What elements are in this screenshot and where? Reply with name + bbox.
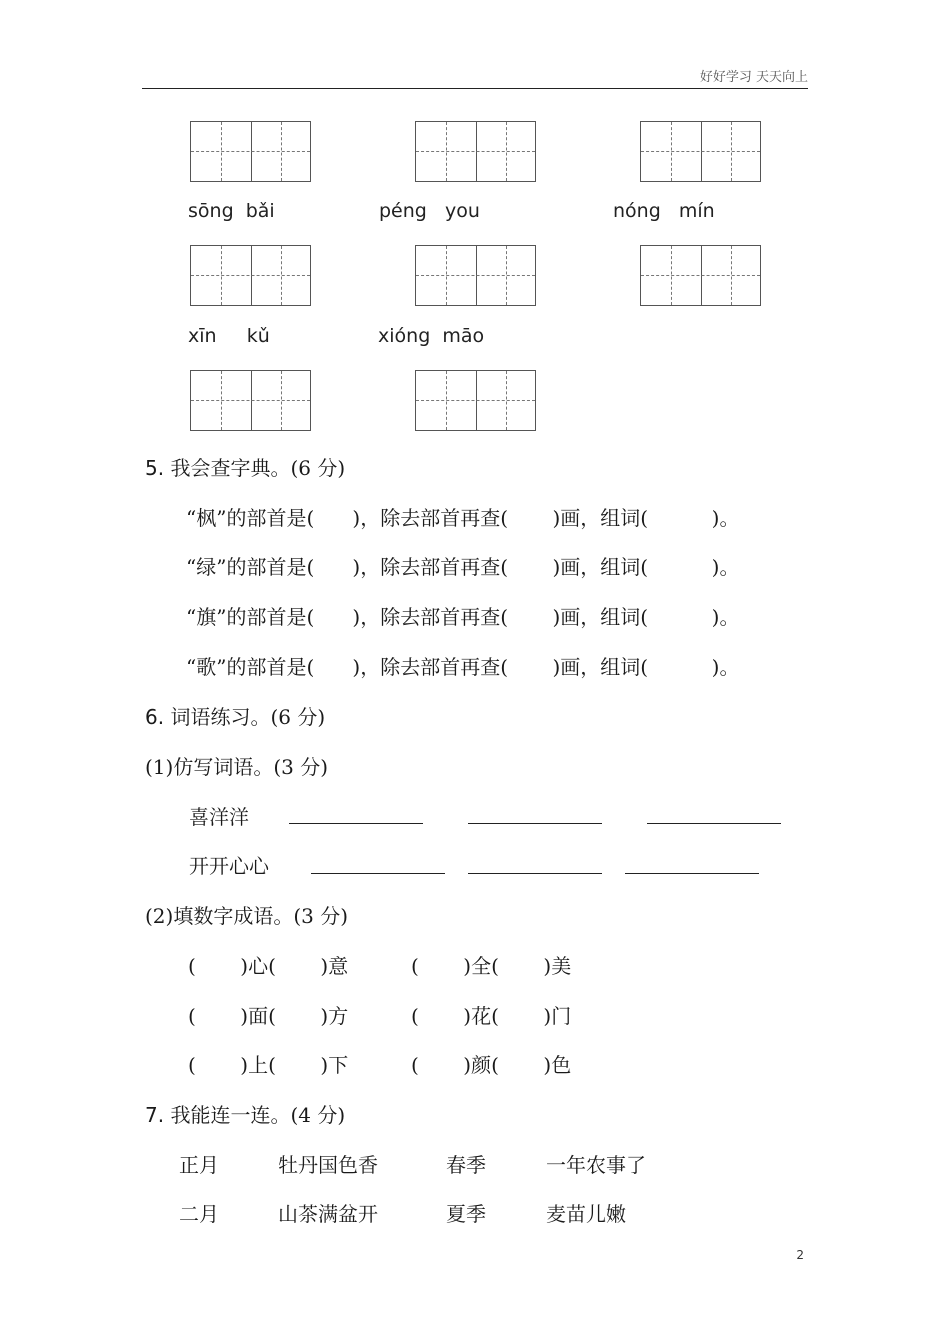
idiom-fill: ( )全( )美 <box>411 954 572 978</box>
writing-grid[interactable] <box>190 121 311 182</box>
answer-blank[interactable] <box>468 873 602 874</box>
match-item[interactable]: 麦苗儿嫩 <box>546 1202 626 1226</box>
pinyin-label: xīn kǔ <box>188 325 270 347</box>
answer-blank[interactable] <box>468 823 602 824</box>
dictionary-line: “绿”的部首是( )，除去部首再查( )画，组词( )。 <box>186 555 740 579</box>
header-divider <box>142 88 808 89</box>
pinyin-label: xióng māo <box>378 325 485 347</box>
idiom-fill: ( )颜( )色 <box>411 1053 572 1077</box>
match-item[interactable]: 正月 <box>179 1153 219 1177</box>
page-header: 好好学习 天天向上 <box>699 70 808 85</box>
page-number: 2 <box>796 1248 804 1262</box>
writing-grid[interactable] <box>640 245 761 306</box>
writing-grid[interactable] <box>190 370 311 431</box>
match-item[interactable]: 春季 <box>446 1153 486 1177</box>
pinyin-label: sōng bǎi <box>188 200 275 222</box>
match-item[interactable]: 一年农事了 <box>546 1153 646 1177</box>
writing-grid[interactable] <box>415 245 536 306</box>
question-5-title: 5. 我会查字典。(6 分) <box>145 456 346 480</box>
question-6-part-1: (1)仿写词语。(3 分) <box>145 755 329 779</box>
answer-blank[interactable] <box>311 873 445 874</box>
writing-grid[interactable] <box>190 245 311 306</box>
pinyin-label: péng you <box>379 200 480 222</box>
answer-blank[interactable] <box>289 823 423 824</box>
match-item[interactable]: 牡丹国色香 <box>278 1153 378 1177</box>
match-item[interactable]: 二月 <box>179 1202 219 1226</box>
question-6-title: 6. 词语练习。(6 分) <box>145 705 326 729</box>
example-word: 喜洋洋 <box>189 805 249 829</box>
dictionary-line: “歌”的部首是( )，除去部首再查( )画，组词( )。 <box>186 655 740 679</box>
idiom-fill: ( )面( )方 <box>188 1004 349 1028</box>
question-7-title: 7. 我能连一连。(4 分) <box>145 1103 346 1127</box>
match-item[interactable]: 夏季 <box>446 1202 486 1226</box>
idiom-fill: ( )花( )门 <box>411 1004 572 1028</box>
writing-grid[interactable] <box>415 370 536 431</box>
idiom-fill: ( )心( )意 <box>188 954 349 978</box>
answer-blank[interactable] <box>625 873 759 874</box>
writing-grid[interactable] <box>640 121 761 182</box>
match-item[interactable]: 山茶满盆开 <box>278 1202 378 1226</box>
dictionary-line: “旗”的部首是( )，除去部首再查( )画，组词( )。 <box>186 605 740 629</box>
pinyin-label: nóng mín <box>613 200 715 222</box>
answer-blank[interactable] <box>647 823 781 824</box>
idiom-fill: ( )上( )下 <box>188 1053 349 1077</box>
dictionary-line: “枫”的部首是( )，除去部首再查( )画，组词( )。 <box>186 506 740 530</box>
writing-grid[interactable] <box>415 121 536 182</box>
example-word: 开开心心 <box>189 854 269 878</box>
question-6-part-2: (2)填数字成语。(3 分) <box>145 904 349 928</box>
